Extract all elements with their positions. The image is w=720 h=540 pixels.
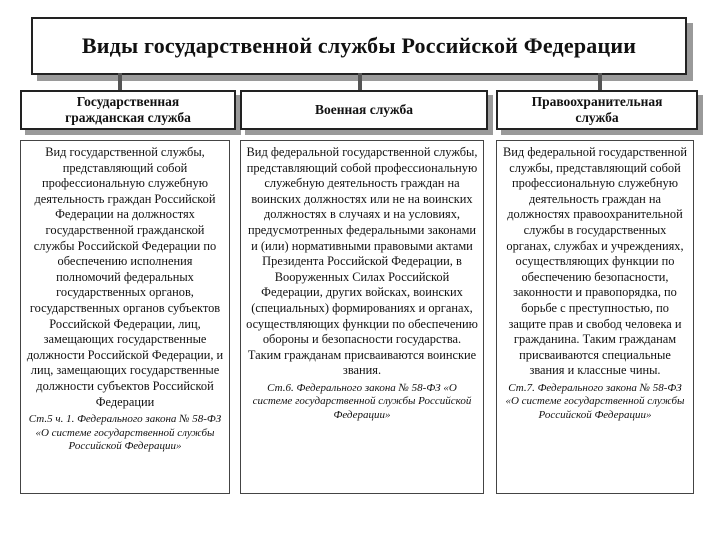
column-law-enforcement xyxy=(496,140,694,494)
header-law-enforcement xyxy=(496,90,698,130)
header-civil-service xyxy=(20,90,236,130)
column-military-service xyxy=(240,140,484,494)
header-law-line1: Правоохранительная xyxy=(531,94,663,109)
diagram-title xyxy=(31,17,687,75)
law-description: Вид федеральной государственной службы, представляющий собой профессиональную служебную деятельность граждан на должностях правоохранительной службы в государственных органах, службах и учреждениях, осуществляющих функции по обеспечению безопасности, законности и правопорядка, по борьбе с преступностью, по защите прав и свобод человека и гражданина. Таким гражданам присваиваются специальные звания и классные чины. xyxy=(503,145,687,378)
diagram-title-text: Виды государственной службы Российской Федерации xyxy=(81,33,637,58)
header-civil-line2: гражданская служба xyxy=(65,110,191,125)
header-military-service xyxy=(240,90,488,130)
civil-law-reference: Ст.5 ч. 1. Федерального закона № 58-ФЗ «О системе государственной службы Российской Федерации» xyxy=(28,413,222,453)
military-law-reference: Ст.6. Федерального закона № 58-ФЗ «О системе государственной службы Российской Федерации» xyxy=(252,381,472,421)
column-civil-service xyxy=(20,140,230,494)
law-law-reference: Ст.7. Федерального закона № 58-ФЗ «О системе государственной службы Российской Федерации» xyxy=(505,381,685,421)
civil-description: Вид государственной службы, представляющий собой профессиональную служебную деятельность граждан Российской Федерации на должностях государственной гражданской службы Российской Федерации по обеспечению исполнения полномочий федеральных государственных органов, государственных органов субъектов Российской Федерации, лиц, замещающих государственные должности Российской Федерации, и лиц, замещающих государственные должности субъектов Российской Федерации xyxy=(26,145,224,409)
header-law-line2: служба xyxy=(575,110,619,125)
header-civil-line1: Государственная xyxy=(76,94,180,109)
header-military-line1: Военная служба xyxy=(315,102,413,117)
military-description: Вид федеральной государственной службы, представляющий собой профессиональную служебную деятельность граждан на воинских должностях или не на воинских должностях в случаях и на условиях, предусмотренных федеральными законами и (или) нормативными правовыми актами Президента Российской Федерации, в Вооруженных Силах Российской Федерации, других войсках, воинских (специальных) формированиях и органах, осуществляющих функции по обеспечению обороны и безопасности государства. Таким гражданам присваиваются воинские звания. xyxy=(246,145,478,378)
